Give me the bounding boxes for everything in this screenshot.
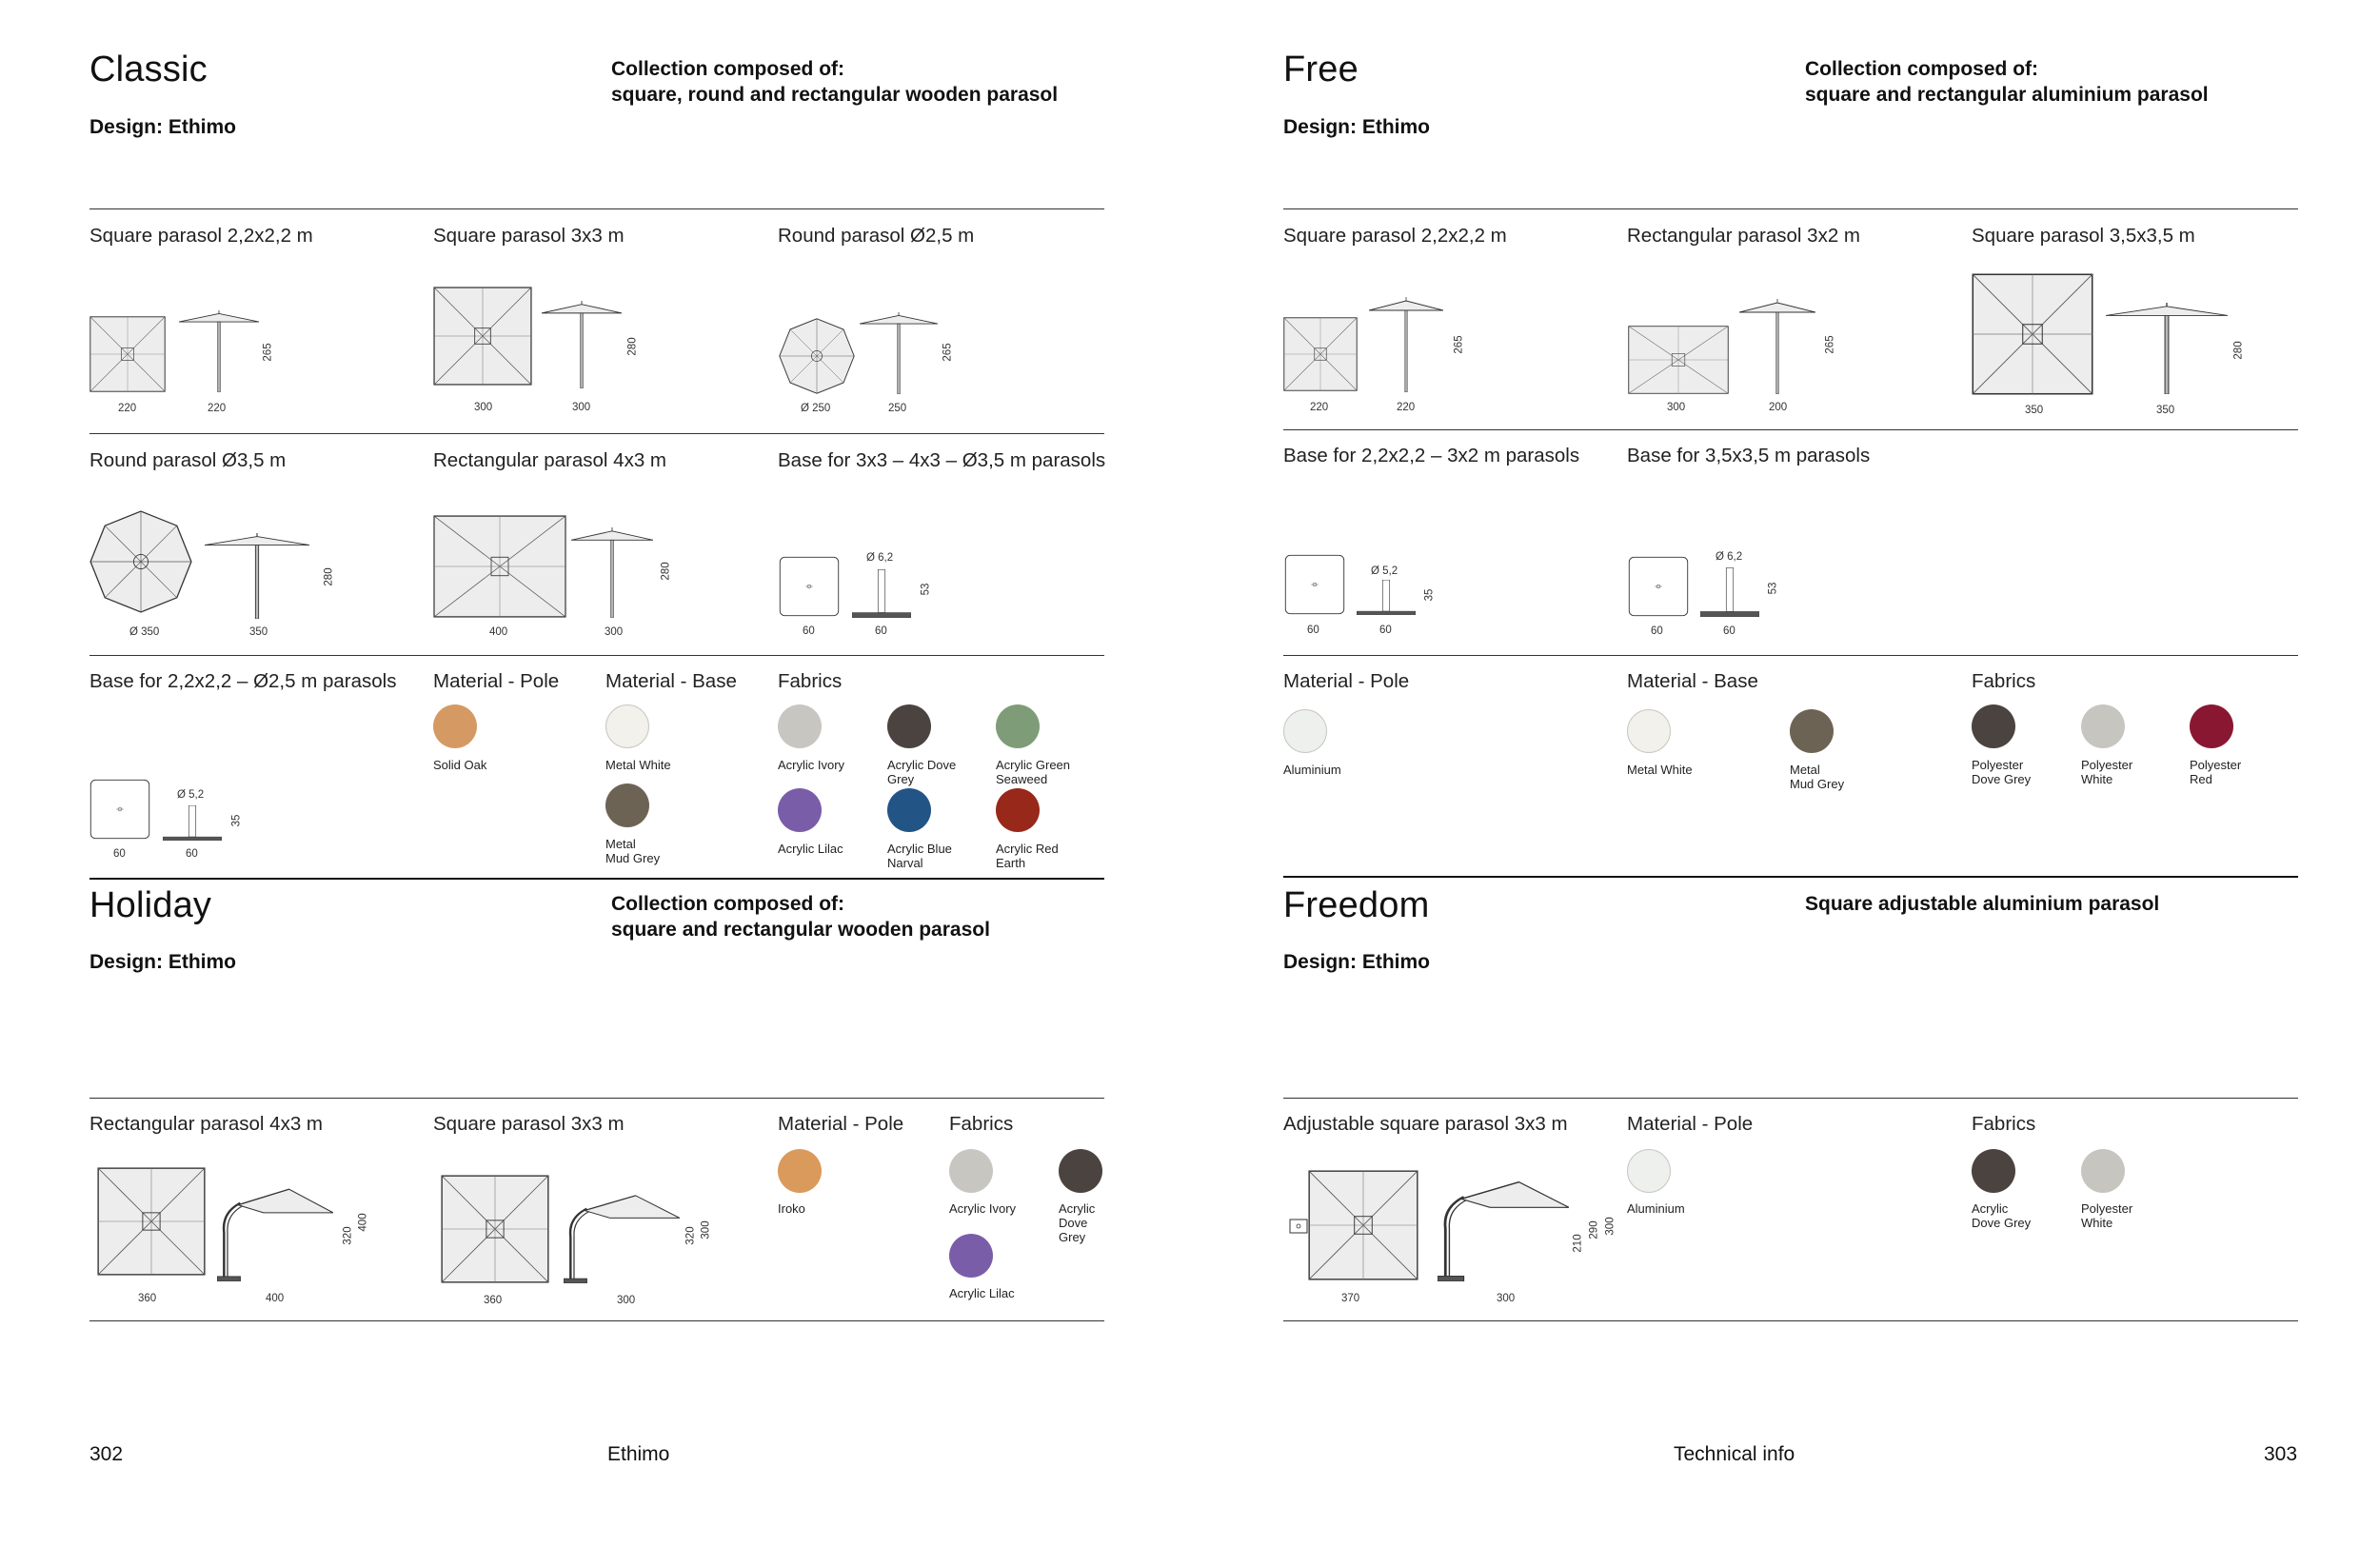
dimension: 60	[803, 625, 815, 637]
holiday-design: Design: Ethimo	[89, 951, 237, 973]
swatch-name: Acrylic Ivory	[778, 758, 845, 772]
parasol-side-drawing	[860, 312, 938, 394]
square-parasol-top-drawing	[1283, 317, 1358, 391]
swatch-name: Acrylic Green Seaweed	[996, 758, 1071, 786]
base-side-drawing	[163, 803, 222, 841]
fabrics-label: Fabrics	[1972, 1113, 2036, 1135]
dimension: 300	[700, 1220, 712, 1240]
dimension: 300	[1604, 1217, 1616, 1236]
dimension: 53	[920, 583, 932, 596]
dimension: 265	[1453, 335, 1465, 354]
product-label: Base for 3x3 – 4x3 – Ø3,5 m parasols	[778, 449, 1106, 471]
dimension: 350	[2025, 405, 2044, 416]
dimension: 265	[262, 343, 274, 362]
divider	[1283, 208, 2298, 209]
swatch-polyester-red	[2190, 704, 2233, 748]
dimension: 250	[888, 403, 907, 414]
dimension: 320	[684, 1226, 697, 1245]
base-plate-drawing	[1289, 1219, 1308, 1234]
swatch-acrylic-lilac	[949, 1234, 993, 1278]
classic-collection: Collection composed of: square, round and rectangular wooden parasol	[611, 58, 1059, 106]
dimension: 265	[1824, 335, 1836, 354]
material-pole-label: Material - Pole	[1627, 1113, 1754, 1135]
base-top-drawing	[1628, 556, 1689, 617]
dimension: Ø 5,2	[177, 789, 205, 801]
dimension: Ø 250	[801, 403, 831, 414]
swatch-solid-oak	[433, 704, 477, 748]
swatch-polyester-dove-grey	[1972, 704, 2015, 748]
square-parasol-top-drawing	[433, 287, 532, 386]
dimension: 60	[875, 625, 887, 637]
swatch-name: Iroko	[778, 1201, 805, 1216]
swatch-name: Polyester Dove Grey	[1972, 758, 2032, 786]
dimension: Ø 5,2	[1371, 565, 1398, 577]
base-side-drawing	[1357, 577, 1416, 615]
swatch-name: Aluminium	[1627, 1201, 1685, 1216]
square-parasol-top-drawing	[441, 1175, 549, 1283]
divider	[1283, 1098, 2298, 1099]
swatch-name: Acrylic Red Earth	[996, 842, 1059, 870]
swatch-name: Metal White	[605, 758, 671, 772]
dimension: 60	[113, 848, 126, 860]
swatch-name: Acrylic Blue Narval	[887, 842, 952, 870]
dimension: 60	[1651, 625, 1663, 637]
dimension: 300	[474, 402, 493, 413]
swatch-name: Aluminium	[1283, 763, 1341, 777]
dimension: 300	[1667, 402, 1686, 413]
swatch-name: Metal White	[1627, 763, 1693, 777]
swatch-acrylic-dove-grey	[1972, 1149, 2015, 1193]
dimension: 360	[138, 1293, 157, 1304]
dimension: 350	[249, 626, 268, 638]
swatch-name: Metal Mud Grey	[1790, 763, 1845, 791]
swatch-name: Polyester White	[2081, 1201, 2133, 1230]
dimension: Ø 6,2	[866, 552, 894, 564]
swatch-metal-white	[1627, 709, 1671, 753]
round-parasol-top-drawing	[89, 510, 192, 613]
base-top-drawing	[1284, 554, 1345, 615]
product-label: Square parasol 3x3 m	[433, 1113, 625, 1135]
section-divider	[1283, 876, 2298, 878]
square-parasol-top-drawing	[1972, 273, 2093, 395]
footer-section: Technical info	[1674, 1443, 1795, 1465]
swatch-metal-mud-grey	[605, 783, 649, 827]
dimension: 300	[1497, 1293, 1516, 1304]
dimension: 290	[1588, 1220, 1600, 1240]
dimension: 200	[1769, 402, 1788, 413]
swatch-acrylic-dove-grey	[887, 704, 931, 748]
swatch-name: Acrylic Lilac	[778, 842, 843, 856]
holiday-title: Holiday	[89, 885, 212, 925]
swatch-aluminium	[1283, 709, 1327, 753]
swatch-metal-mud-grey	[1790, 709, 1834, 753]
product-label: Base for 2,2x2,2 – 3x2 m parasols	[1283, 445, 1580, 466]
product-label: Adjustable square parasol 3x3 m	[1283, 1113, 1568, 1135]
swatch-name: Polyester White	[2081, 758, 2133, 786]
rectangular-parasol-top-drawing	[433, 515, 566, 618]
dimension: 265	[942, 343, 954, 362]
swatch-name: Polyester Red	[2190, 758, 2242, 786]
swatch-acrylic-ivory	[949, 1149, 993, 1193]
product-label: Square parasol 2,2x2,2 m	[89, 225, 313, 247]
base-side-drawing	[1700, 564, 1759, 617]
product-label: Rectangular parasol 4x3 m	[89, 1113, 323, 1135]
parasol-side-drawing	[205, 533, 309, 619]
square-parasol-top-drawing	[97, 1162, 206, 1280]
parasol-side-drawing	[2106, 303, 2228, 394]
swatch-acrylic-dove-grey	[1059, 1149, 1102, 1193]
divider	[89, 1320, 1104, 1321]
swatch-name: Acrylic Dove Grey	[1972, 1201, 2032, 1230]
dimension: 300	[605, 626, 624, 638]
dimension: 280	[323, 567, 335, 586]
product-label: Base for 3,5x3,5 m parasols	[1627, 445, 1871, 466]
product-label: Round parasol Ø2,5 m	[778, 225, 975, 247]
free-collection: Collection composed of: square and rectangular aluminium parasol	[1805, 58, 2209, 106]
dimension: 60	[1307, 625, 1319, 636]
dimension: 280	[2232, 341, 2245, 360]
product-label: Rectangular parasol 4x3 m	[433, 449, 666, 471]
dimension: 400	[266, 1293, 285, 1304]
dimension: 60	[1379, 625, 1392, 636]
square-parasol-top-drawing	[89, 316, 166, 392]
footer-brand: Ethimo	[607, 1443, 670, 1465]
dimension: 320	[342, 1226, 354, 1245]
page-number-right: 303	[2264, 1443, 2298, 1465]
material-pole-label: Material - Pole	[433, 670, 560, 692]
holiday-collection: Collection composed of: square and rectangular wooden parasol	[611, 893, 990, 941]
freedom-title: Freedom	[1283, 885, 1430, 925]
base-top-drawing	[779, 556, 840, 617]
dimension: 280	[626, 337, 639, 356]
divider	[1283, 1320, 2298, 1321]
product-label: Round parasol Ø3,5 m	[89, 449, 287, 471]
page-number-left: 302	[89, 1443, 124, 1465]
base-side-drawing	[852, 565, 911, 618]
dimension: 60	[1723, 625, 1735, 637]
product-label: Square parasol 3,5x3,5 m	[1972, 225, 2195, 247]
dimension: 360	[484, 1295, 503, 1306]
material-base-label: Material - Base	[1627, 670, 1758, 692]
round-parasol-top-drawing	[779, 318, 855, 394]
dimension: 280	[660, 562, 672, 581]
swatch-polyester-white	[2081, 1149, 2125, 1193]
divider	[89, 433, 1104, 434]
parasol-side-drawing	[179, 310, 259, 392]
parasol-side-drawing	[571, 527, 653, 618]
swatch-name: Acrylic Ivory	[949, 1201, 1017, 1216]
free-design: Design: Ethimo	[1283, 116, 1431, 138]
swatch-aluminium	[1627, 1149, 1671, 1193]
product-label: Square parasol 2,2x2,2 m	[1283, 225, 1507, 247]
parasol-side-drawing	[1369, 297, 1443, 392]
swatch-name: Solid Oak	[433, 758, 487, 772]
parasol-side-drawing	[542, 301, 622, 388]
dimension: 210	[1572, 1234, 1584, 1253]
material-pole-label: Material - Pole	[778, 1113, 904, 1135]
dimension: 300	[572, 402, 591, 413]
swatch-polyester-white	[2081, 704, 2125, 748]
free-title: Free	[1283, 50, 1359, 89]
cantilever-parasol-side-drawing	[564, 1190, 680, 1283]
swatch-name: Acrylic Dove Grey	[1059, 1201, 1096, 1244]
swatch-acrylic-blue-narval	[887, 788, 931, 832]
dimension: 35	[1423, 588, 1436, 602]
swatch-acrylic-green-seaweed	[996, 704, 1040, 748]
dimension: 220	[118, 403, 137, 414]
classic-title: Classic	[89, 50, 208, 89]
dimension: 400	[357, 1213, 369, 1232]
swatch-name: Metal Mud Grey	[605, 837, 661, 865]
material-base-label: Material - Base	[605, 670, 737, 692]
product-label: Base for 2,2x2,2 – Ø2,5 m parasols	[89, 670, 397, 692]
freedom-collection: Square adjustable aluminium parasol	[1805, 893, 2160, 915]
swatch-acrylic-lilac	[778, 788, 822, 832]
base-top-drawing	[89, 779, 150, 840]
fabrics-label: Fabrics	[949, 1113, 1014, 1135]
dimension: 220	[1397, 402, 1416, 413]
classic-design: Design: Ethimo	[89, 116, 237, 138]
dimension: 220	[1310, 402, 1329, 413]
square-parasol-top-drawing	[1308, 1170, 1418, 1280]
product-label: Rectangular parasol 3x2 m	[1627, 225, 1860, 247]
divider	[1283, 429, 2298, 430]
swatch-acrylic-ivory	[778, 704, 822, 748]
dimension: 300	[617, 1295, 636, 1306]
cantilever-parasol-side-drawing	[217, 1183, 333, 1281]
parasol-side-drawing	[1739, 299, 1815, 394]
fabrics-label: Fabrics	[778, 670, 843, 692]
section-divider	[89, 878, 1104, 880]
dimension: 60	[186, 848, 198, 860]
divider	[89, 655, 1104, 656]
swatch-name: Acrylic Dove Grey	[887, 758, 957, 786]
fabrics-label: Fabrics	[1972, 670, 2036, 692]
dimension: 53	[1767, 582, 1779, 595]
material-pole-label: Material - Pole	[1283, 670, 1410, 692]
cantilever-parasol-side-drawing	[1438, 1176, 1569, 1281]
rectangular-parasol-top-drawing	[1628, 326, 1729, 394]
dimension: 370	[1341, 1293, 1360, 1304]
dimension: 35	[230, 814, 243, 827]
dimension: 350	[2156, 405, 2175, 416]
dimension: Ø 350	[129, 626, 160, 638]
dimension: 220	[208, 403, 227, 414]
divider	[89, 1098, 1104, 1099]
freedom-design: Design: Ethimo	[1283, 951, 1431, 973]
swatch-acrylic-red-earth	[996, 788, 1040, 832]
divider	[1283, 655, 2298, 656]
swatch-name: Acrylic Lilac	[949, 1286, 1015, 1300]
divider	[89, 208, 1104, 209]
swatch-metal-white	[605, 704, 649, 748]
product-label: Square parasol 3x3 m	[433, 225, 625, 247]
swatch-iroko	[778, 1149, 822, 1193]
dimension: Ø 6,2	[1716, 551, 1743, 563]
dimension: 400	[489, 626, 508, 638]
